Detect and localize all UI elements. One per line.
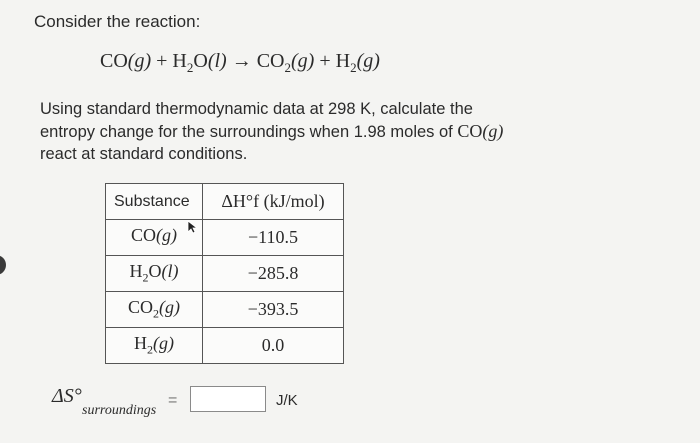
enthalpy-value-cell: 0.0: [203, 328, 344, 364]
question-text: Using standard thermodynamic data at 298 K, calculate the entropy change for the surroundings when 1.98 moles of CO(g) react at standard conditions.: [40, 100, 504, 163]
reaction-equation: $CO(g) + H_2O(l) \to CO_2(g) + H_2(g)$: [100, 50, 380, 75]
mouse-cursor-icon: [187, 220, 199, 234]
header-substance: Substance: [106, 184, 203, 220]
table-header-row: [106, 184, 344, 220]
header-enthalpy: ΔH°f (kJ/mol): [203, 184, 344, 220]
substance-cell: CO(g): [106, 220, 203, 256]
unit-label: J/K: [276, 392, 298, 409]
enthalpy-value-cell: −285.8: [203, 256, 344, 292]
substance-cell: $CO_2(g)$: [106, 292, 203, 328]
edge-tab-icon: [0, 255, 6, 275]
substance-cell: $H_2(g)$: [106, 328, 203, 364]
delta-s-label: [52, 385, 157, 418]
table-row: [106, 292, 344, 328]
substance-cell: $H_2O(l)$: [106, 256, 203, 292]
enthalpy-value-cell: −393.5: [203, 292, 344, 328]
table-row: [106, 328, 344, 364]
problem-heading: Consider the reaction:: [34, 12, 201, 31]
delta-s-subscript: surroundings: [82, 403, 157, 418]
equals-sign: =: [168, 392, 178, 409]
delta-s-symbol: ΔS°: [52, 385, 82, 407]
answer-input[interactable]: [190, 386, 266, 412]
thermo-data-table: [105, 183, 344, 364]
table-row: [106, 220, 344, 256]
enthalpy-value-cell: −110.5: [203, 220, 344, 256]
table-row: [106, 256, 344, 292]
